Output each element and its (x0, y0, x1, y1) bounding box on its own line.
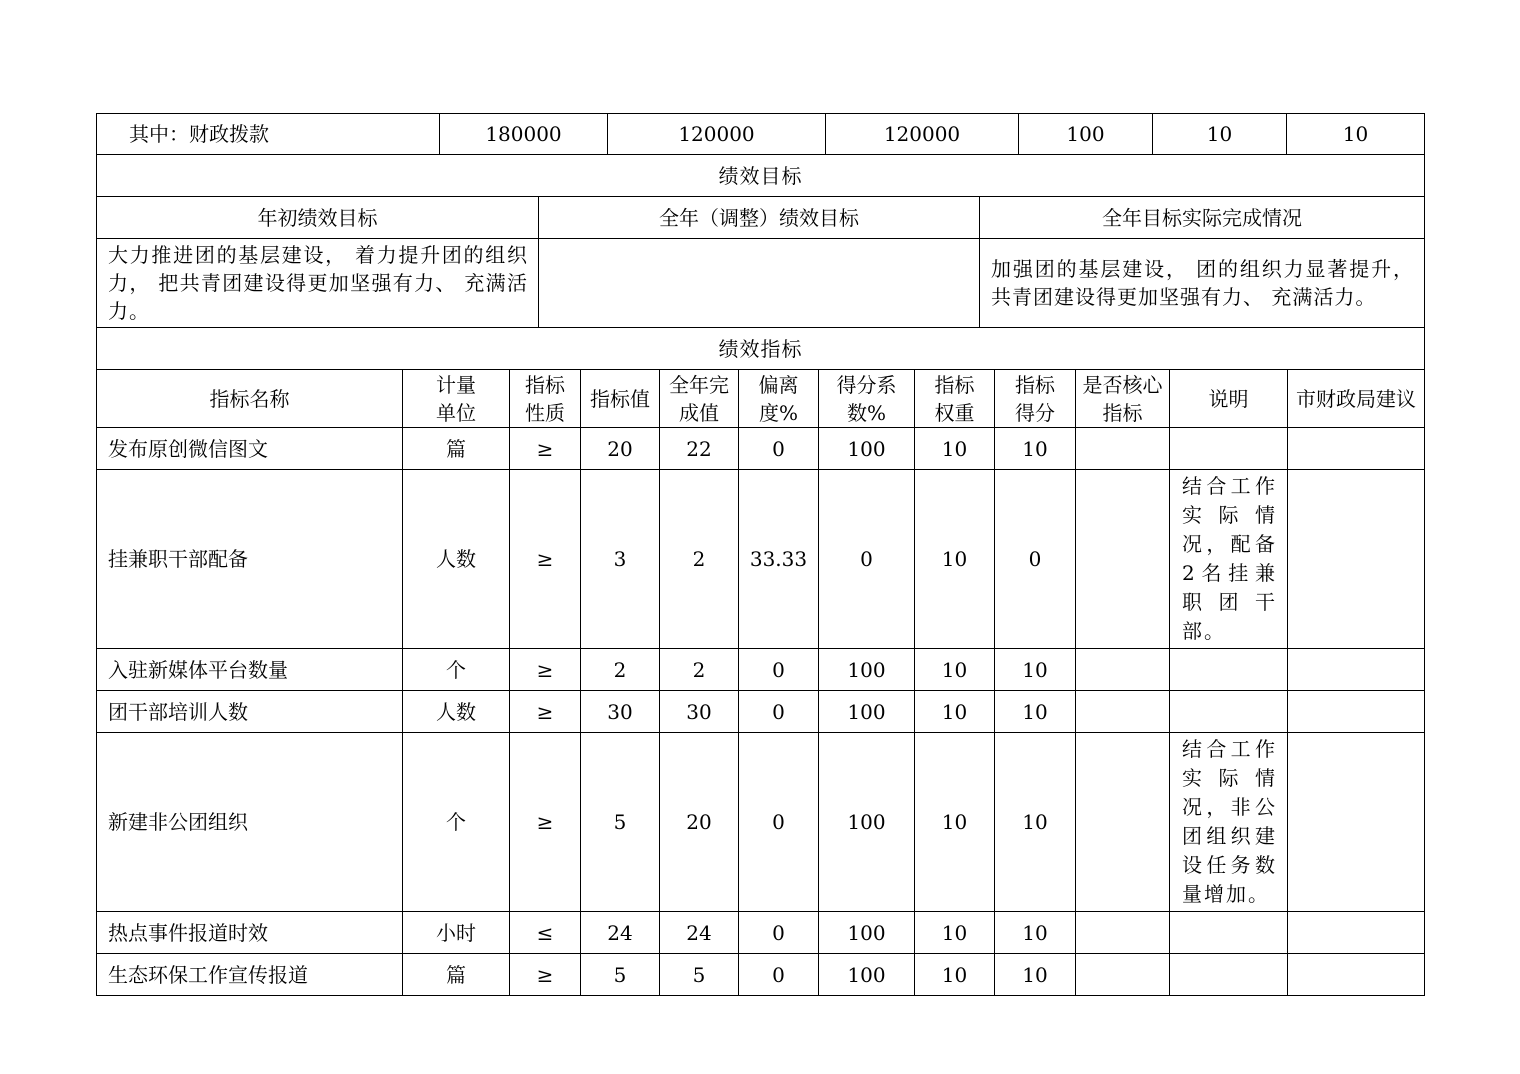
indicator-suggestion (1288, 733, 1425, 912)
indicator-unit: 人数 (403, 691, 510, 733)
indicators-section-title: 绩效指标 (97, 328, 1425, 370)
indicators-table (96, 369, 1425, 428)
indicator-nature: ≥ (510, 428, 581, 470)
indicator-nature: ≥ (510, 733, 581, 912)
col-adjusted-goal: 全年（调整）绩效目标 (539, 197, 980, 239)
header-completed: 全年完成值 (660, 370, 739, 428)
header-explanation: 说明 (1170, 370, 1288, 428)
indicator-name: 发布原创微信图文 (97, 428, 403, 470)
indicator-name: 热点事件报道时效 (97, 912, 403, 954)
indicator-unit: 小时 (403, 912, 510, 954)
indicator-score: 10 (995, 954, 1076, 996)
indicator-name: 入驻新媒体平台数量 (97, 649, 403, 691)
col-actual-completion: 全年目标实际完成情况 (980, 197, 1425, 239)
indicator-score: 10 (995, 733, 1076, 912)
indicator-coefficient: 100 (819, 691, 915, 733)
funding-row (97, 114, 1425, 155)
goals-header-row (97, 197, 1425, 239)
indicators-header-row (97, 370, 1425, 428)
funding-label: 其中：财政拨款 (97, 114, 440, 155)
header-suggestion: 市财政局建议 (1288, 370, 1425, 428)
funding-value: 120000 (608, 114, 826, 155)
indicator-row (97, 470, 1425, 649)
indicator-row (97, 912, 1425, 954)
indicator-deviation: 0 (739, 691, 819, 733)
indicator-weight: 10 (915, 691, 995, 733)
indicator-score: 10 (995, 649, 1076, 691)
indicator-completed: 20 (660, 733, 739, 912)
header-unit: 计量单位 (403, 370, 510, 428)
indicator-name: 新建非公团组织 (97, 733, 403, 912)
indicator-core (1076, 649, 1170, 691)
indicator-unit: 个 (403, 733, 510, 912)
header-nature: 指标性质 (510, 370, 581, 428)
indicator-nature: ≤ (510, 912, 581, 954)
indicator-weight: 10 (915, 428, 995, 470)
indicator-name: 生态环保工作宣传报道 (97, 954, 403, 996)
indicator-core (1076, 912, 1170, 954)
indicator-target: 24 (581, 912, 660, 954)
header-weight: 指标权重 (915, 370, 995, 428)
indicator-completed: 22 (660, 428, 739, 470)
indicator-coefficient: 100 (819, 912, 915, 954)
indicator-row (97, 733, 1425, 912)
col-initial-goal: 年初绩效目标 (97, 197, 539, 239)
indicator-target: 5 (581, 954, 660, 996)
indicator-deviation: 0 (739, 912, 819, 954)
indicator-suggestion (1288, 912, 1425, 954)
indicator-target: 2 (581, 649, 660, 691)
indicator-nature: ≥ (510, 649, 581, 691)
header-core: 是否核心指标 (1076, 370, 1170, 428)
indicator-deviation: 0 (739, 954, 819, 996)
indicator-score: 10 (995, 428, 1076, 470)
performance-report-sheet (96, 113, 1424, 996)
indicator-name: 挂兼职干部配备 (97, 470, 403, 649)
indicator-explanation (1170, 912, 1288, 954)
indicator-weight: 10 (915, 954, 995, 996)
adjusted-goal-text (539, 239, 980, 328)
indicator-completed: 2 (660, 470, 739, 649)
indicator-weight: 10 (915, 470, 995, 649)
indicator-core (1076, 954, 1170, 996)
header-indicator-name: 指标名称 (97, 370, 403, 428)
indicator-score: 0 (995, 470, 1076, 649)
indicator-unit: 篇 (403, 954, 510, 996)
indicator-coefficient: 100 (819, 428, 915, 470)
indicator-explanation (1170, 649, 1288, 691)
indicator-nature: ≥ (510, 691, 581, 733)
indicator-deviation: 33.33 (739, 470, 819, 649)
indicator-target: 5 (581, 733, 660, 912)
indicator-completed: 5 (660, 954, 739, 996)
indicator-target: 30 (581, 691, 660, 733)
funding-value: 100 (1019, 114, 1153, 155)
indicator-unit: 篇 (403, 428, 510, 470)
header-deviation: 偏离度% (739, 370, 819, 428)
indicator-weight: 10 (915, 733, 995, 912)
indicator-row (97, 649, 1425, 691)
indicator-core (1076, 733, 1170, 912)
indicator-completed: 2 (660, 649, 739, 691)
indicator-core (1076, 428, 1170, 470)
indicator-row (97, 954, 1425, 996)
indicator-weight: 10 (915, 649, 995, 691)
indicator-unit: 人数 (403, 470, 510, 649)
indicator-suggestion (1288, 428, 1425, 470)
header-coefficient: 得分系数% (819, 370, 915, 428)
indicator-coefficient: 100 (819, 733, 915, 912)
indicator-explanation (1170, 428, 1288, 470)
indicator-deviation: 0 (739, 649, 819, 691)
funding-value: 120000 (826, 114, 1019, 155)
indicator-score: 10 (995, 691, 1076, 733)
funding-value: 10 (1153, 114, 1287, 155)
indicator-explanation: 结合工作实际情况，非公团组织建设任务数量增加。 (1170, 733, 1288, 912)
goals-section-title: 绩效目标 (97, 155, 1425, 197)
indicator-nature: ≥ (510, 470, 581, 649)
indicator-row (97, 691, 1425, 733)
indicator-explanation: 结合工作实际情况，配备2名挂兼职团干部。 (1170, 470, 1288, 649)
header-target: 指标值 (581, 370, 660, 428)
indicator-core (1076, 470, 1170, 649)
actual-completion-text: 加强团的基层建设， 团的组织力显著提升，共青团建设得更加坚强有力、 充满活力。 (980, 239, 1425, 328)
indicators-body (96, 427, 1425, 996)
indicator-target: 20 (581, 428, 660, 470)
funding-value: 10 (1287, 114, 1425, 155)
indicator-target: 3 (581, 470, 660, 649)
indicator-unit: 个 (403, 649, 510, 691)
indicator-explanation (1170, 691, 1288, 733)
initial-goal-text: 大力推进团的基层建设， 着力提升团的组织力， 把共青团建设得更加坚强有力、 充满活力。 (97, 239, 539, 328)
indicator-suggestion (1288, 691, 1425, 733)
indicator-explanation (1170, 954, 1288, 996)
header-score: 指标得分 (995, 370, 1076, 428)
indicator-suggestion (1288, 954, 1425, 996)
indicator-completed: 30 (660, 691, 739, 733)
indicator-suggestion (1288, 470, 1425, 649)
indicator-score: 10 (995, 912, 1076, 954)
indicator-deviation: 0 (739, 733, 819, 912)
funding-table (96, 113, 1425, 155)
indicator-coefficient: 100 (819, 954, 915, 996)
indicator-completed: 24 (660, 912, 739, 954)
indicator-weight: 10 (915, 912, 995, 954)
indicator-coefficient: 100 (819, 649, 915, 691)
indicator-row (97, 428, 1425, 470)
goals-table (96, 154, 1425, 370)
indicator-name: 团干部培训人数 (97, 691, 403, 733)
indicator-core (1076, 691, 1170, 733)
indicator-suggestion (1288, 649, 1425, 691)
indicator-nature: ≥ (510, 954, 581, 996)
funding-value: 180000 (440, 114, 608, 155)
goals-content-row (97, 239, 1425, 328)
indicator-deviation: 0 (739, 428, 819, 470)
indicator-coefficient: 0 (819, 470, 915, 649)
